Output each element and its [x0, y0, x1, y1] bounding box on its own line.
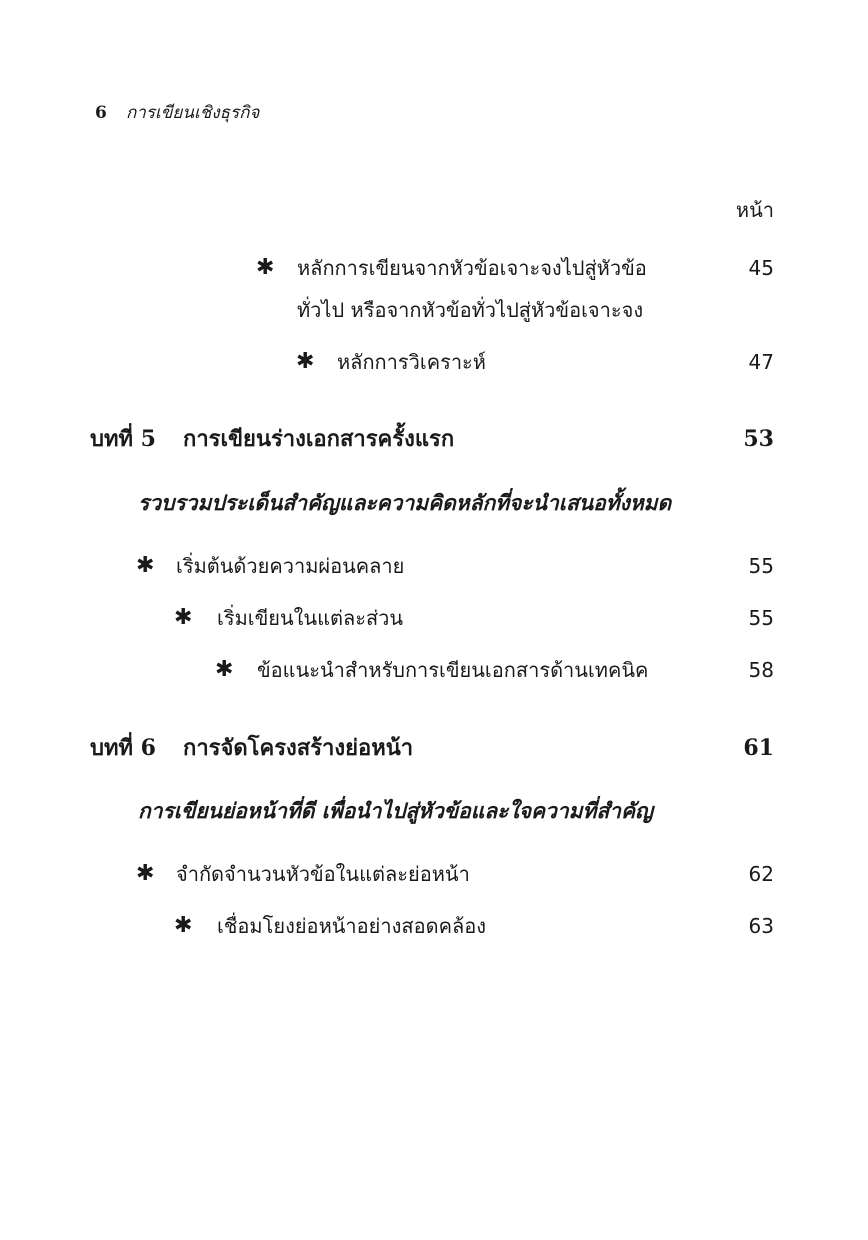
- toc-entry-text: หลักการวิเคราะห์: [337, 350, 486, 374]
- bullet-icon: ✱: [296, 349, 315, 374]
- bullet-icon: ✱: [174, 605, 193, 630]
- toc-entry-page: 62: [748, 862, 774, 886]
- chapter-title: การเขียนร่างเอกสารครั้งแรก: [183, 426, 455, 452]
- toc-entry-text: เริ่มเขียนในแต่ละส่วน: [217, 606, 404, 630]
- running-header-title: การเขียนเชิงธุรกิจ: [126, 103, 260, 123]
- bullet-icon: ✱: [256, 255, 275, 280]
- toc-entry-text: เริ่มต้นด้วยความผ่อนคลาย: [176, 554, 405, 578]
- chapter-title: การจัดโครงสร้างย่อหน้า: [183, 735, 414, 761]
- toc-entry-text: จำกัดจำนวนหัวข้อในแต่ละย่อหน้า: [176, 862, 470, 886]
- chapter-page: 53: [743, 426, 774, 452]
- toc-entry-page: 63: [748, 914, 774, 938]
- toc-entry-page: 55: [748, 554, 774, 578]
- chapter-page: 61: [743, 735, 774, 761]
- toc-entry-text: หลักการเขียนจากหัวข้อเจาะจงไปสู่หัวข้อ: [297, 256, 647, 280]
- chapter-subtitle: การเขียนย่อหน้าที่ดี เพื่อนำไปสู่หัวข้อและใจความที่สำคัญ: [138, 799, 653, 823]
- page-column-label: หน้า: [735, 198, 774, 222]
- toc-entry-text: ข้อแนะนำสำหรับการเขียนเอกสารด้านเทคนิค: [257, 658, 649, 682]
- bullet-icon: ✱: [174, 913, 193, 938]
- bullet-icon: ✱: [136, 553, 155, 578]
- bullet-icon: ✱: [136, 861, 155, 886]
- toc-entry-page: 45: [748, 256, 774, 280]
- chapter-label: บทที่ 5: [90, 426, 156, 452]
- toc-entry-text: เชื่อมโยงย่อหน้าอย่างสอดคล้อง: [217, 914, 486, 938]
- bullet-icon: ✱: [215, 657, 234, 682]
- toc-entry-page: 58: [748, 658, 774, 682]
- chapter-label: บทที่ 6: [90, 735, 156, 761]
- chapter-subtitle: รวบรวมประเด็นสำคัญและความคิดหลักที่จะนำเสนอทั้งหมด: [138, 491, 672, 515]
- toc-entry-text-continued: ทั่วไป หรือจากหัวข้อทั่วไปสู่หัวข้อเจาะจง: [297, 298, 644, 322]
- toc-entry-page: 47: [748, 350, 774, 374]
- running-header-page-number: 6: [95, 103, 107, 123]
- toc-entry-page: 55: [748, 606, 774, 630]
